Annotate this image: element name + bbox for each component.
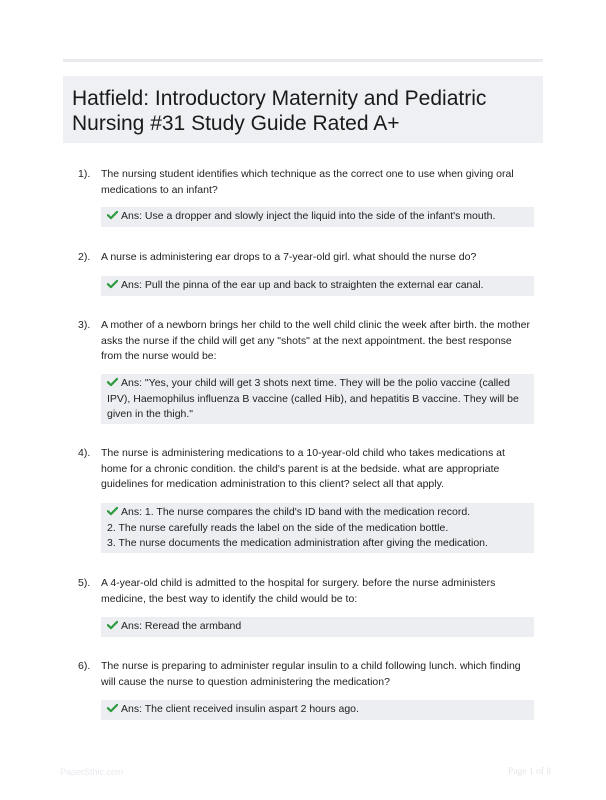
question-text: A 4-year-old child is admitted to the hospital for surgery. before the nurse administers medicine, the best way to identify the child would be to:	[101, 577, 496, 605]
answer-box	[101, 276, 534, 296]
question-text: The nurse is preparing to administer regular insulin to a child following lunch. which finding will cause the nurse to question administering the medication?	[101, 660, 521, 688]
question-number: 1).	[78, 168, 91, 180]
answer-box	[101, 374, 534, 424]
check-icon	[107, 620, 118, 630]
answer-line: 2. The nurse carefully reads the label on the side of the medication bottle.	[107, 521, 449, 534]
answer-line	[107, 505, 528, 521]
question-number: 4).	[78, 447, 91, 459]
answer-text: Ans: Use a dropper and slowly inject the liquid into the side of the infant's mouth.	[121, 210, 496, 222]
question-number: 2).	[78, 251, 91, 263]
answer-text: Ans: Pull the pinna of the ear up and back to straighten the external ear canal.	[121, 279, 484, 291]
answer-text: Ans: The client received insulin aspart 2 hours ago.	[121, 703, 359, 715]
answer-line: 3. The nurse documents the medication administration after giving the medication.	[107, 537, 488, 549]
check-icon	[107, 210, 118, 220]
check-icon	[107, 506, 118, 516]
question-text: The nurse is administering medications to a 10-year-old child who takes medications at home for a chronic condition. the child's parent is at the bedside. what are appropriate guidelines for medication administration to this client? select all that apply.	[101, 447, 505, 490]
answer-box	[101, 207, 534, 227]
answer-text: Ans: Reread the armband	[121, 620, 242, 632]
question-number: 5).	[78, 577, 91, 589]
check-icon	[107, 377, 118, 387]
question-text: A nurse is administering ear drops to a 7-year-old girl. what should the nurse do?	[101, 251, 477, 263]
answer-text: Ans: 1. The nurse compares the child's ID band with the medication record.	[121, 506, 471, 518]
check-icon	[107, 279, 118, 289]
title-banner	[63, 76, 543, 143]
check-icon	[107, 703, 118, 713]
answer-box	[101, 503, 534, 553]
page-number: Page 1 of 8	[508, 767, 552, 777]
footer-site-watermark: PaperSthic.com	[60, 767, 124, 777]
question-text: The nursing student identifies which technique as the correct one to use when giving oral medications to an infant?	[101, 168, 514, 196]
answer-box	[101, 700, 534, 720]
question-number: 6).	[78, 660, 91, 672]
page-title: Hatfield: Introductory Maternity and Pediatric Nursing #31 Study Guide Rated A+	[72, 87, 487, 135]
answer-box	[101, 617, 534, 637]
answer-text: Ans: "Yes, your child will get 3 shots next time. They will be the polio vaccine (called IPV), Haemophilus influenza B vaccine (called Hib), and hepatitis B vaccine. They will be given in the thigh."	[107, 377, 519, 420]
question-number: 3).	[78, 319, 91, 331]
question-text: A mother of a newborn brings her child to the well child clinic the week after birth. the mother asks the nurse if the child will get any "shots" at the next appointment. the best response from the nurse would be:	[101, 319, 530, 362]
top-divider	[63, 59, 543, 62]
